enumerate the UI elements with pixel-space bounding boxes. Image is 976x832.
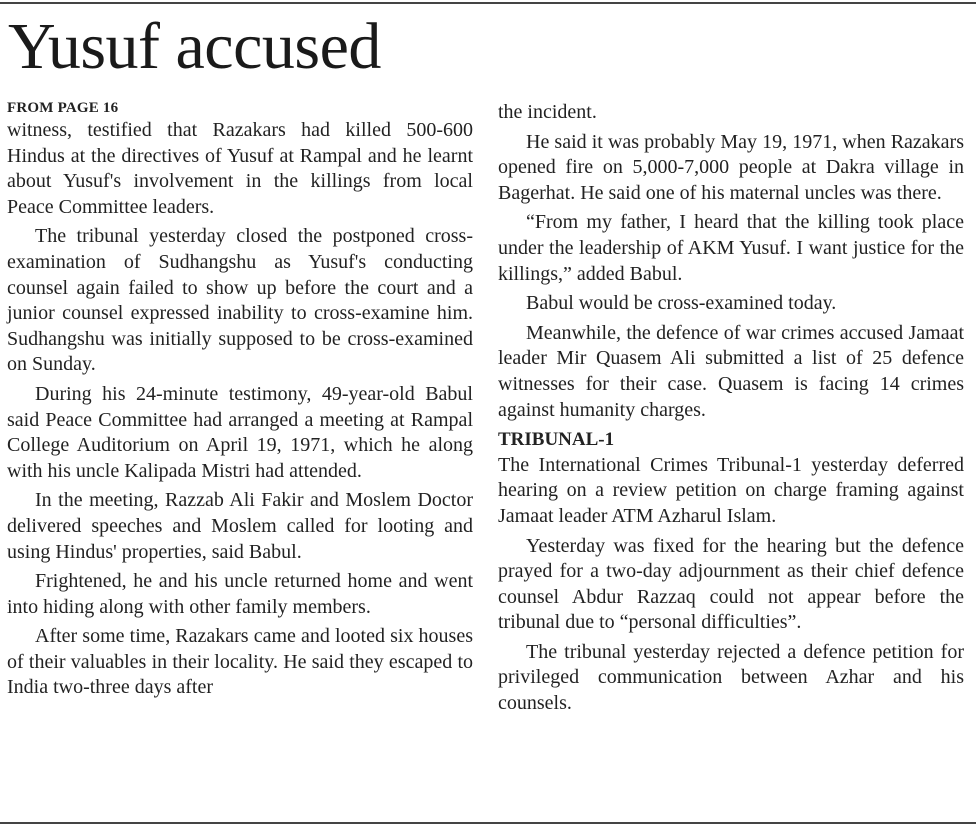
article-paragraph: the incident. xyxy=(498,101,597,123)
article-paragraph: Meanwhile, the defence of war crimes accused Jamaat leader Mir Quasem Ali submitted a list of 25 defence witnesses for their case. Quasem is facing 14 crimes against humanity charges. xyxy=(498,321,964,421)
section-subhead: TRIBUNAL-1 xyxy=(498,429,615,451)
article-column-right xyxy=(498,100,964,721)
continuation-kicker: FROM PAGE 16 xyxy=(7,100,119,116)
article-paragraph: Yesterday was fixed for the hearing but the defence prayed for a two-day adjournment as their chief defence counsel Abdur Razzaq could not appear before the tribunal due to “personal difficulties”. xyxy=(498,534,964,634)
headline: Yusuf accused xyxy=(8,10,381,83)
article-paragraph: witness, testified that Razakars had killed 500-600 Hindus at the directives of Yusuf at Rampal and he learnt about Yusuf's involvement in the killings from local Peace Committee leaders. xyxy=(7,119,473,218)
article-paragraph: “From my father, I heard that the killing took place under the leadership of AKM Yusuf. I want justice for the killings,” added Babul. xyxy=(498,211,964,285)
article-paragraph: He said it was probably May 19, 1971, when Razakars opened fire on 5,000-7,000 people at Dakra village in Bagerhat. He said one of his maternal uncles was there. xyxy=(498,130,964,204)
article-paragraph: After some time, Razakars came and looted six houses of their valuables in their locality. He said they escaped to India two-three days after xyxy=(7,625,473,699)
article-paragraph: The tribunal yesterday closed the postponed cross-examination of Sudhangshu as Yusuf's conducting counsel again failed to show up before the court and a junior counsel expressed inability to cross-examine him. Sudhangshu was initially supposed to be cross-examined on Sunday. xyxy=(7,225,473,376)
article-paragraph: Babul would be cross-examined today. xyxy=(526,292,837,315)
article-paragraph: Frightened, he and his uncle returned home and went into hiding along with other family members. xyxy=(7,570,473,618)
bottom-rule xyxy=(0,822,976,824)
article-paragraph: In the meeting, Razzab Ali Fakir and Moslem Doctor delivered speeches and Moslem called for looting and using Hindus' properties, said Babul. xyxy=(7,489,473,563)
top-rule xyxy=(0,2,976,4)
article-paragraph: During his 24-minute testimony, 49-year-old Babul said Peace Committee had arranged a meeting at Rampal College Auditorium on April 19, 1971, which he along with his uncle Kalipada Mistri had attended. xyxy=(7,382,473,482)
article-column-left xyxy=(7,98,473,705)
article-paragraph: The International Crimes Tribunal-1 yesterday deferred hearing on a review petition on charge framing against Jamaat leader ATM Azharul Islam. xyxy=(498,453,964,527)
article-paragraph: The tribunal yesterday rejected a defence petition for privileged communication between Azhar and his counsels. xyxy=(498,640,964,715)
